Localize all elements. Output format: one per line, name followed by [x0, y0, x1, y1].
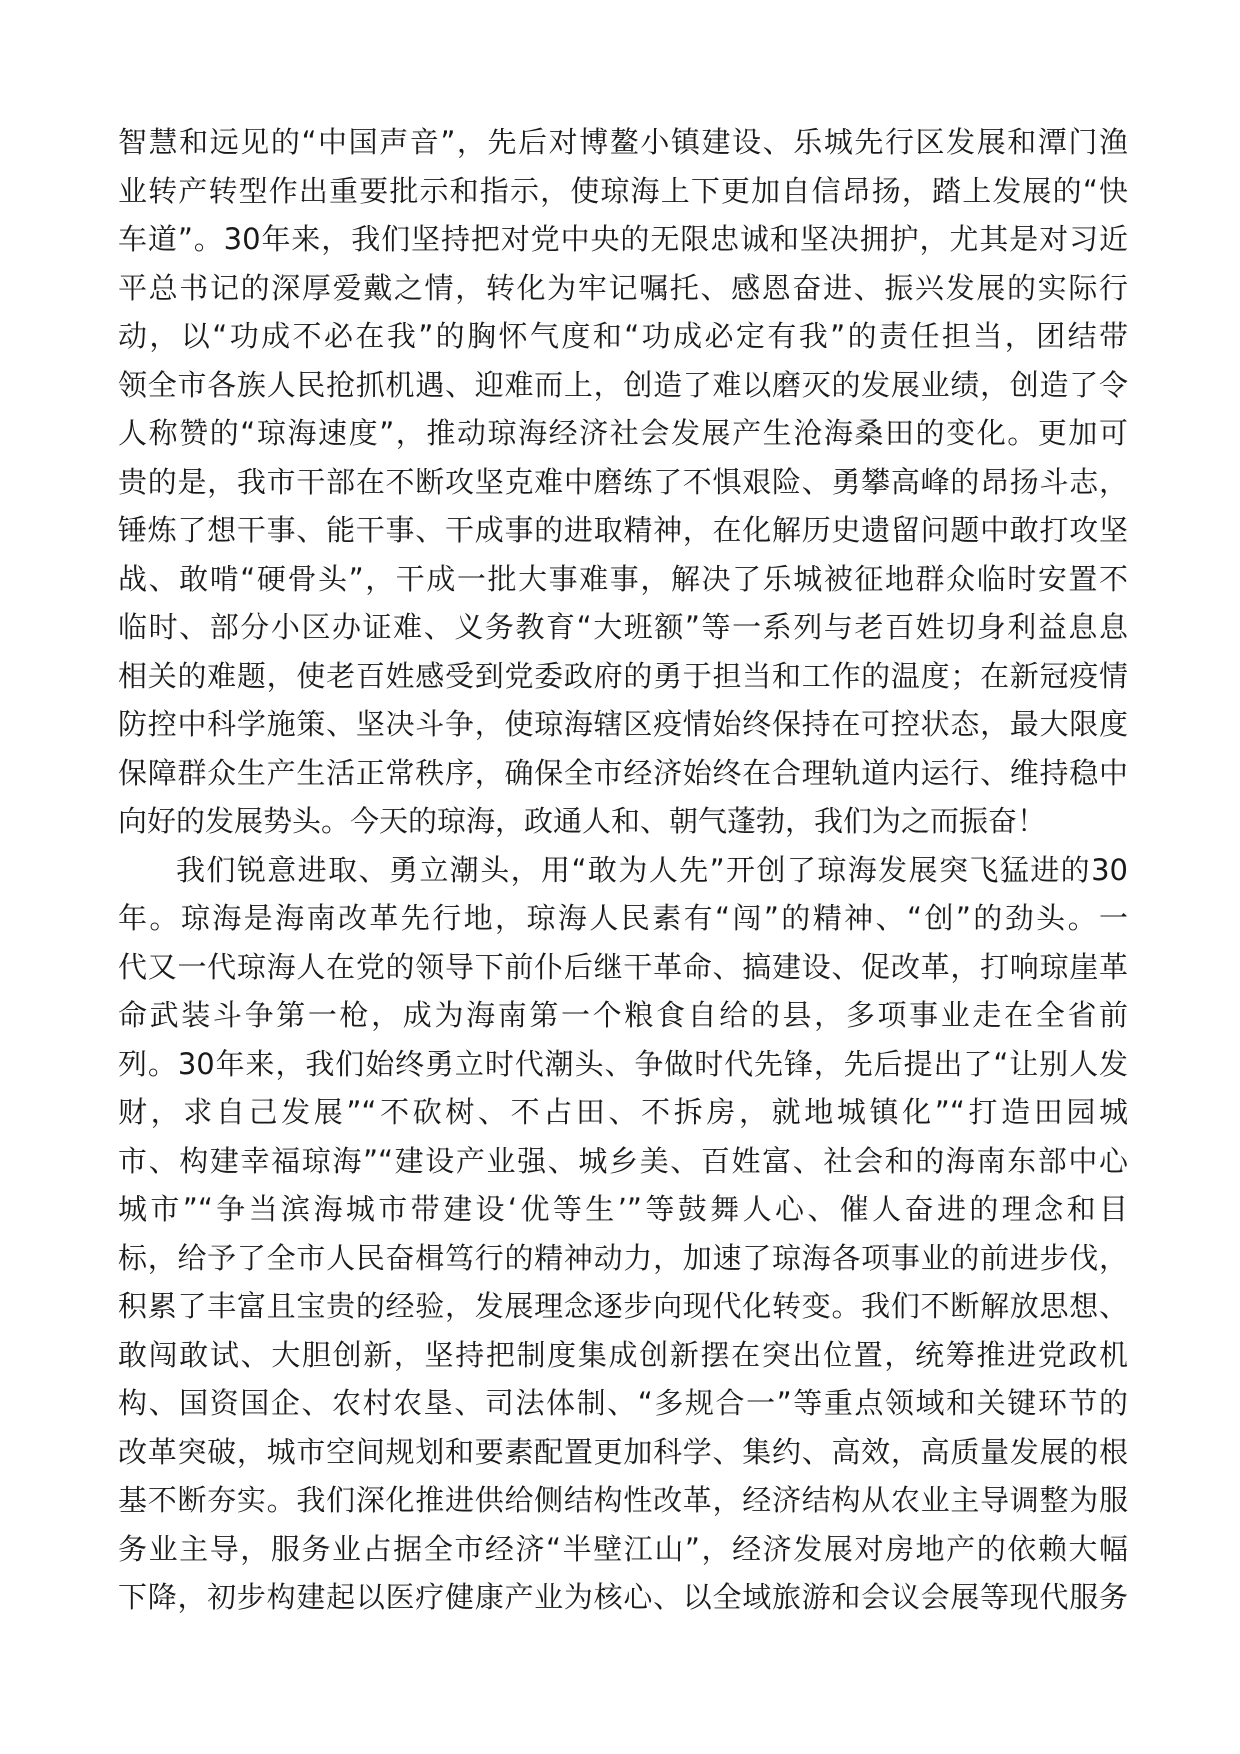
text-line: 临时、部分小区办证难、义务教育“大班额”等一系列与老百姓切身利益息息	[118, 610, 1128, 644]
text-line: 务业主导，服务业占据全市经济“半壁江山”，经济发展对房地产的依赖大幅	[118, 1531, 1128, 1566]
text-line: 下降，初步构建起以医疗健康产业为核心、以全域旅游和会议会展等现代服务	[118, 1580, 1128, 1614]
text-line: 市、构建幸福琼海”“建设产业强、城乡美、百姓富、社会和的海南东部中心	[118, 1143, 1128, 1178]
text-line: 命武装斗争第一枪，成为海南第一个粮食自给的县，多项事业走在全省前	[118, 998, 1128, 1032]
text-line: 战、敢啃“硬骨头”，干成一批大事难事，解决了乐城被征地群众临时安置不	[118, 561, 1128, 596]
text-line: 年。琼海是海南改革先行地，琼海人民素有“闯”的精神、“创”的劲头。一	[118, 901, 1128, 935]
paragraph-end-line: 向好的发展势头。今天的琼海，政通人和、朝气蓬勃，我们为之而振奋！	[118, 804, 1047, 838]
text-line: 相关的难题，使老百姓感受到党委政府的勇于担当和工作的温度；在新冠疫情	[118, 658, 1128, 693]
document-page	[118, 118, 1128, 1658]
text-line: 智慧和远见的“中国声音”，先后对博鳌小镇建设、乐城先行区发展和潭门渔	[118, 125, 1128, 159]
text-line: 贵的是，我市干部在不断攻坚克难中磨练了不惧艰险、勇攀高峰的昂扬斗志，	[118, 464, 1128, 499]
text-line: 列。30年来，我们始终勇立时代潮头、争做时代先锋，先后提出了“让别人发	[118, 1046, 1128, 1081]
text-line: 防控中科学施策、坚决斗争，使琼海辖区疫情始终保持在可控状态，最大限度	[118, 707, 1128, 741]
text-line: 人称赞的“琼海速度”，推动琼海经济社会发展产生沧海桑田的变化。更加可	[118, 416, 1128, 450]
text-line: 锤炼了想干事、能干事、干成事的进取精神，在化解历史遗留问题中敢打攻坚	[118, 513, 1128, 547]
text-line: 平总书记的深厚爱戴之情，转化为牢记嘱托、感恩奋进、振兴发展的实际行	[118, 270, 1128, 305]
paragraph-start-line: 我们锐意进取、勇立潮头，用“敢为人先”开创了琼海发展突飞猛进的30	[176, 852, 1128, 887]
text-line: 领全市各族人民抢抓机遇、迎难而上，创造了难以磨灭的发展业绩，创造了令	[118, 367, 1128, 402]
text-line: 构、国资国企、农村农垦、司法体制、“多规合一”等重点领域和关键环节的	[118, 1386, 1128, 1420]
text-line: 改革突破，城市空间规划和要素配置更加科学、集约、高效，高质量发展的根	[118, 1434, 1128, 1469]
text-line: 敢闯敢试、大胆创新，坚持把制度集成创新摆在突出位置，统筹推进党政机	[118, 1337, 1128, 1372]
text-line: 基不断夯实。我们深化推进供给侧结构性改革，经济结构从农业主导调整为服	[118, 1483, 1128, 1517]
text-line: 标，给予了全市人民奋楫笃行的精神动力，加速了琼海各项事业的前进步伐，	[118, 1240, 1128, 1275]
text-line: 代又一代琼海人在党的领导下前仆后继干革命、搞建设、促改革，打响琼崖革	[118, 949, 1128, 984]
text-line: 业转产转型作出重要批示和指示，使琼海上下更加自信昂扬，踏上发展的“快	[118, 173, 1128, 208]
text-line: 动，以“功成不必在我”的胸怀气度和“功成必定有我”的责任担当，团结带	[118, 319, 1128, 353]
body-text	[118, 118, 1128, 1622]
text-line: 车道”。30年来，我们坚持把对党中央的无限忠诚和坚决拥护，尤其是对习近	[118, 222, 1128, 256]
text-line: 财，求自己发展”“不砍树、不占田、不拆房，就地城镇化”“打造田园城	[118, 1095, 1128, 1129]
text-line: 积累了丰富且宝贵的经验，发展理念逐步向现代化转变。我们不断解放思想、	[118, 1289, 1128, 1323]
text-line: 城市”“争当滨海城市带建设‘优等生’”等鼓舞人心、催人奋进的理念和目	[118, 1192, 1128, 1226]
text-line: 保障群众生产生活正常秩序，确保全市经济始终在合理轨道内运行、维持稳中	[118, 755, 1128, 790]
